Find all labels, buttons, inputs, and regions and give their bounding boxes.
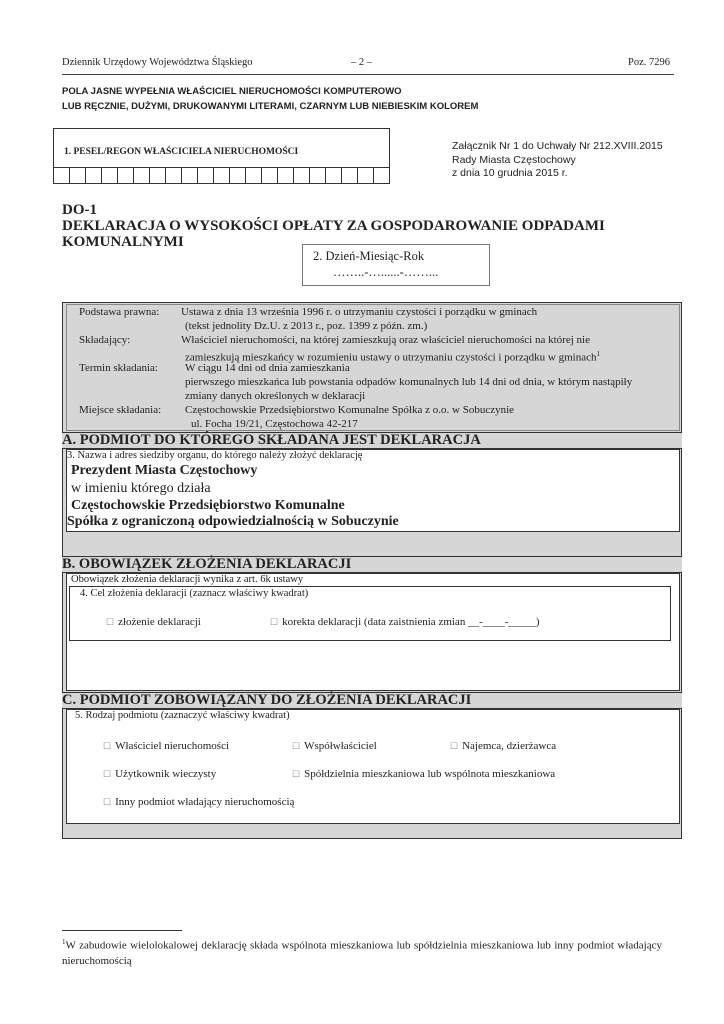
attachment-note: Załącznik Nr 1 do Uchwały Nr 212.XVIII.2015 Rady Miasta Częstochowy z dnia 10 grudnia 2015 r. bbox=[452, 140, 663, 179]
checkbox-icon: ☐ bbox=[292, 769, 301, 779]
checkbox-owner[interactable]: ☐ Właściciel nieruchomości bbox=[103, 740, 230, 752]
checkbox-tenant[interactable]: ☐ Najemca, dzierżawca bbox=[450, 740, 557, 752]
checkbox-submit[interactable]: ☐ złożenie deklaracji bbox=[106, 616, 201, 628]
date-placeholder: ……..-…......-……... bbox=[333, 265, 439, 279]
form-title: DEKLARACJA O WYSOKOŚCI OPŁATY ZA GOSPODAROWANIE ODPADAMI bbox=[62, 218, 605, 234]
date-label: 2. Dzień-Miesiąc-Rok bbox=[313, 249, 425, 263]
section-a-header: A. PODMIOT DO KTÓREGO SKŁADANA JEST DEKLARACJA bbox=[62, 432, 682, 449]
checkbox-other[interactable]: ☐ Inny podmiot władający nieruchomością bbox=[103, 796, 295, 808]
section-c-header: C. PODMIOT ZOBOWIĄZANY DO ZŁOŻENIA DEKLARACJI bbox=[62, 692, 682, 709]
checkbox-coowner[interactable]: ☐ Współwłaściciel bbox=[292, 740, 377, 752]
section-b-header: B. OBOWIĄZEK ZŁOŻENIA DEKLARACJI bbox=[62, 556, 682, 573]
pesel-field[interactable] bbox=[53, 128, 390, 184]
checkbox-cooperative[interactable]: ☐ Spółdzielnia mieszkaniowa lub wspólnota mieszkaniowa bbox=[292, 768, 556, 780]
header-divider bbox=[62, 74, 674, 75]
company-name: Częstochowskie Przedsiębiorstwo Komunalne bbox=[71, 498, 345, 513]
legal-basis: Podstawa prawna: Ustawa z dnia 13 września 1996 r. o utrzymaniu czystości i porządku w gminach (tekst jednolity Dz.U. z 2013 r., poz. 1399 z późn. zm.) Składający: Właściciel nieruchomości, na której zamieszkują oraz właściciel nieruchomości na której nie zamieszkują mieszkańcy w rozumieniu ustawy o utrzymaniu czystości i porządku w gminach$^1$ Termin składania: W ciągu 14 dni od dnia zamieszkania pierwszego mieszkańca lub powstania odpadów komunalnych lub 14 dni od dnia, w którym nastąpiły zmiany danych określonych w deklaracji Miejsce składania: Częstochowskie Przedsiębiorstwo Komunalne Spółka z o.o. w Sobuczynie ul. Focha 19/21, Częstochowa 42-217 bbox=[66, 304, 680, 431]
page-number: – 2 – bbox=[351, 57, 372, 68]
date-field[interactable] bbox=[302, 244, 490, 286]
instructions-line-2: LUB RĘCZNIE, DUŻYMI, DRUKOWANYMI LITERAMI, CZARNYM LUB NIEBIESKIM KOLOREM bbox=[62, 101, 479, 112]
checkbox-perpetual-user[interactable]: ☐ Użytkownik wieczysty bbox=[103, 768, 217, 780]
section-c-field bbox=[66, 709, 680, 824]
checkbox-icon: ☐ bbox=[292, 741, 301, 751]
section-a-field bbox=[66, 449, 680, 532]
field-3-label: 3. Nazwa i adres siedziby organu, do którego należy złożyć deklarację bbox=[67, 450, 363, 461]
position-number: Poz. 7296 bbox=[628, 57, 670, 68]
obligation-basis: Obowiązek złożenia deklaracji wynika z art. 6k ustawy bbox=[71, 574, 304, 585]
checkbox-icon: ☐ bbox=[450, 741, 459, 751]
authority-name: Prezydent Miasta Częstochowy bbox=[71, 463, 258, 478]
checkbox-icon: ☐ bbox=[103, 769, 112, 779]
footnote-divider bbox=[62, 930, 182, 931]
field-4-label: 4. Cel złożenia deklaracji (zaznacz właściwy kwadrat) bbox=[80, 588, 309, 599]
form-code: DO-1 bbox=[62, 202, 97, 218]
journal-title: Dziennik Urzędowy Województwa Śląskiego bbox=[62, 57, 253, 68]
form-title-cont: KOMUNALNYMI bbox=[62, 234, 184, 250]
checkbox-correction[interactable]: ☐ korekta deklaracji (data zaistnienia zmian __-____-_____) bbox=[270, 616, 540, 628]
instructions-line-1: POLA JASNE WYPEŁNIA WŁAŚCICIEL NIERUCHOMOŚCI KOMPUTEROWO bbox=[62, 86, 402, 97]
pesel-cells[interactable] bbox=[54, 167, 389, 183]
company-legal-form: Spółka z ograniczoną odpowiedzialnością w Sobuczynie bbox=[67, 514, 399, 529]
checkbox-icon: ☐ bbox=[103, 797, 112, 807]
field-5-label: 5. Rodzaj podmiotu (zaznaczyć właściwy kwadrat) bbox=[75, 710, 290, 721]
footnote: $^1$W zabudowie wielolokalowej deklarację składa wspólnota mieszkaniowa lub spółdzielnia mieszkaniowa lub inny podmiot władający nieruchomością bbox=[62, 938, 662, 967]
checkbox-icon: ☐ bbox=[103, 741, 112, 751]
purpose-field bbox=[69, 586, 671, 641]
checkbox-icon: ☐ bbox=[106, 617, 115, 627]
authority-acting: w imieniu którego działa bbox=[71, 481, 211, 496]
pesel-label: 1. PESEL/REGON WŁAŚCICIELA NIERUCHOMOŚCI bbox=[64, 147, 299, 157]
checkbox-icon: ☐ bbox=[270, 617, 279, 627]
